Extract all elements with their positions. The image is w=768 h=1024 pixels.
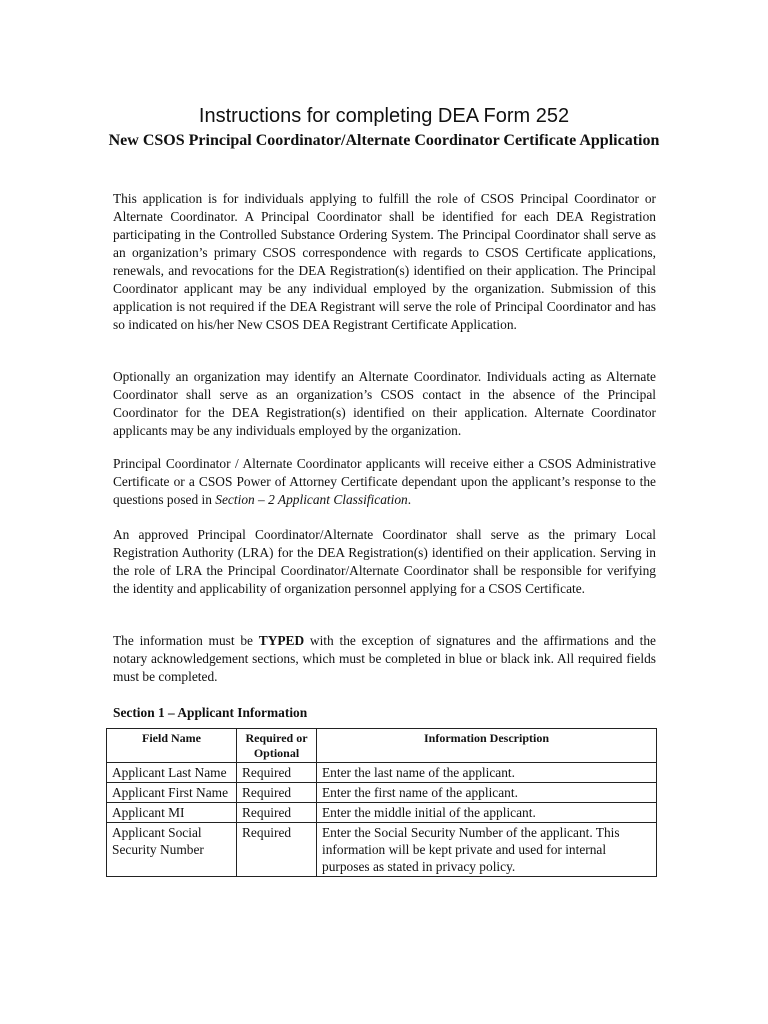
paragraph-principal-coordinator: This application is for individuals applying to fulfill the role of CSOS Principal Coordinator or Alternate Coordinator. A Principal Coordinator shall be identified for each DEA Registration participating in the Controlled Substance Ordering System. The Principal Coordinator shall serve as an organization’s primary CSOS correspondence with regards to CSOS Certificate applications, renewals, and revocations for the DEA Registration(s) identified on their application. The Principal Coordinator applicant may be any individual employed by the organization. Submission of this application is not required if the DEA Registrant will serve the role of Principal Coordinator and has so indicated on his/her New CSOS DEA Registrant Certificate Application.	[113, 191, 656, 332]
cell-description: Enter the middle initial of the applicant.	[317, 803, 657, 823]
cell-field-name: Applicant Last Name	[107, 763, 237, 783]
table-row	[107, 763, 657, 783]
paragraph-alternate-coordinator: Optionally an organization may identify an Alternate Coordinator. Individuals acting as Alternate Coordinator shall serve as an organization’s CSOS contact in the absence of the Principal Coordinator for the DEA Registration(s) identified on their application. Alternate Coordinator applicants may be any individuals employed by the organization.	[113, 369, 656, 438]
cell-description: Enter the last name of the applicant.	[317, 763, 657, 783]
section-1-heading: Section 1 – Applicant Information	[113, 705, 308, 720]
cell-description: Enter the Social Security Number of the applicant. This information will be kept private and used for internal purposes as stated in privacy policy.	[317, 823, 657, 877]
table-row	[107, 803, 657, 823]
table-row	[107, 823, 657, 877]
paragraph-certificate-types	[113, 455, 656, 509]
cell-required: Required	[237, 803, 317, 823]
document-title: Instructions for completing DEA Form 252	[198, 105, 570, 127]
cell-field-name: Applicant MI	[107, 803, 237, 823]
paragraph-text: with the exception of signatures and the affirmations and the notary acknowledgement sections, which must be completed in blue or black ink. All required fields must be completed.	[113, 633, 656, 684]
section-reference: Section – 2 Applicant Classification	[215, 492, 408, 507]
paragraph-text: Principal Coordinator / Alternate Coordinator applicants will receive either a CSOS Administrative Certificate or a CSOS Power of Attorney Certificate dependant upon the applicant’s response to the questions posed in	[113, 456, 656, 507]
table-row	[107, 783, 657, 803]
emphasis-typed: TYPED	[258, 633, 305, 648]
paragraph-text: .	[407, 492, 412, 507]
cell-field-name: Applicant First Name	[107, 783, 237, 803]
paragraph-typed-instructions	[113, 632, 656, 686]
table-header-row	[107, 729, 657, 763]
paragraph-text: The information must be	[113, 633, 259, 648]
cell-required: Required	[237, 823, 317, 877]
cell-required: Required	[237, 783, 317, 803]
document-subtitle: New CSOS Principal Coordinator/Alternate Coordinator Certificate Application	[108, 132, 660, 149]
column-header-description: Information Description	[317, 729, 657, 763]
paragraph-lra-role: An approved Principal Coordinator/Alternate Coordinator shall serve as the primary Local Registration Authority (LRA) for the DEA Registration(s) identified on their application. Serving in the role of LRA the Principal Coordinator/Alternate Coordinator shall be responsible for verifying the identity and applicability of organization personnel applying for a CSOS Certificate.	[113, 527, 656, 596]
cell-required: Required	[237, 763, 317, 783]
cell-field-name: Applicant Social Security Number	[107, 823, 237, 877]
applicant-info-table	[106, 728, 657, 877]
cell-description: Enter the first name of the applicant.	[317, 783, 657, 803]
column-header-required: Required or Optional	[237, 729, 317, 763]
column-header-field-name: Field Name	[107, 729, 237, 763]
